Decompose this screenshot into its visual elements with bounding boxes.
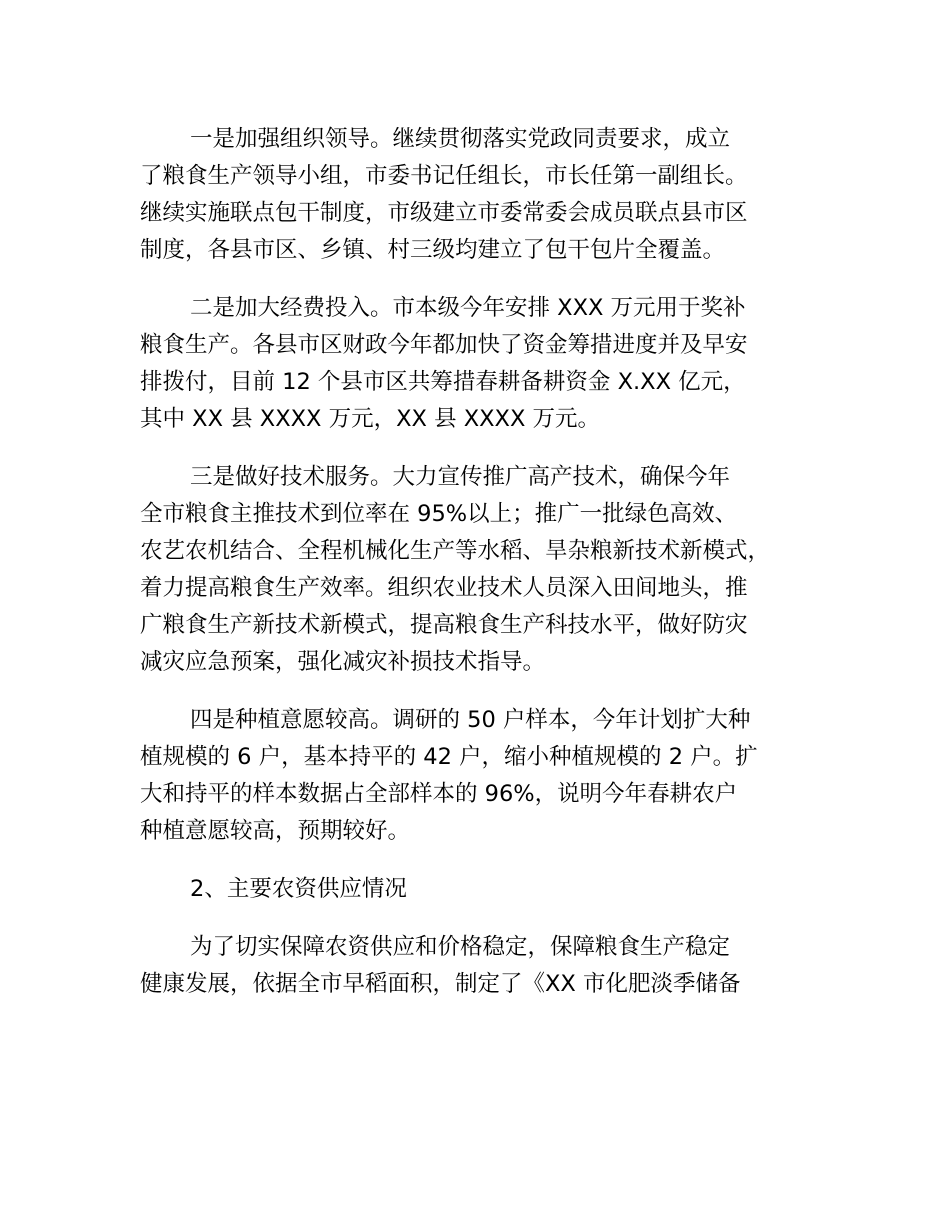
text-line: 了粮食生产领导小组，市委书记任组长，市长任第一副组长。 [140,163,748,189]
paragraph-organization-leadership [140,121,840,269]
paragraph-planting-willingness [140,702,840,850]
text-line: 继续实施联点包干制度，市级建立市委常委会成员联点县市区 [140,200,748,226]
document-body [140,121,840,1024]
text-line: 减灾应急预案，强化减灾补损技术指导。 [140,649,546,675]
text-line: 粮食生产。各县市区财政今年都加快了资金筹措进度并及早安 [140,332,748,358]
text-line: 制度，各县市区、乡镇、村三级均建立了包干包片全覆盖。 [140,237,726,263]
text-line: 全市粮食主推技术到位率在 95%以上；推广一批绿色高效、 [140,501,738,527]
paragraph-supply-stability [140,929,840,1003]
section-heading: 2、主要农资供应情况 [190,876,407,902]
text-line: 健康发展，依据全市早稻面积，制定了《XX 市化肥淡季储备 [140,971,741,997]
text-line: 广粮食生产新技术新模式，提高粮食生产科技水平，做好防灾 [140,612,748,638]
text-line: 其中 XX 县 XXXX 万元，XX 县 XXXX 万元。 [140,406,601,432]
text-line: 为了切实保障农资供应和价格稳定，保障粮食生产稳定 [190,934,731,960]
paragraph-funding-investment [140,290,840,438]
text-line: 着力提高粮食生产效率。组织农业技术人员深入田间地头，推 [140,575,748,601]
text-line: 一是加强组织领导。继续贯彻落实党政同责要求，成立 [190,126,731,152]
text-line: 大和持平的样本数据占全部样本的 96%，说明今年春耕农户 [140,781,738,807]
text-line: 二是加大经费投入。市本级今年安排 XXX 万元用于奖补 [190,295,746,321]
text-line: 四是种植意愿较高。调研的 50 户样本，今年计划扩大种 [190,707,751,733]
text-line: 排拨付，目前 12 个县市区共筹措春耕备耕资金 X.XX 亿元， [140,369,746,395]
text-line: 种植意愿较高，预期较好。 [140,818,411,844]
text-line: 三是做好技术服务。大力宣传推广高产技术，确保今年 [190,464,731,490]
text-line: 农艺农机结合、全程机械化生产等水稻、旱杂粮新技术新模式， [140,538,771,564]
text-line: 植规模的 6 户，基本持平的 42 户，缩小种植规模的 2 户。扩 [140,744,758,770]
section-heading-agricultural-supply [140,871,840,908]
paragraph-technical-service [140,459,840,681]
